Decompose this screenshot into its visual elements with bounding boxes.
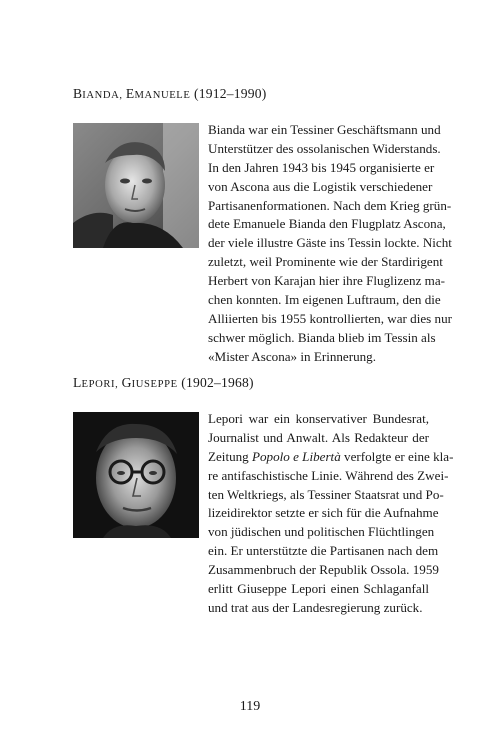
bio-line: der viele illustre Gäste ins Tessin lockte. Nicht [208, 235, 452, 251]
bio-line: Lepori war ein konservativer Bundesrat, [208, 411, 429, 426]
portrait-photo-bianda [73, 123, 199, 248]
bio-line: Partisanenformationen. Nach dem Krieg grün- [208, 197, 452, 213]
bio-line-prefix: Zeitung [208, 448, 252, 464]
surname-initial: L [73, 375, 82, 390]
bio-line: schwer möglich. Bianda blieb im Tessin als [208, 329, 436, 345]
bio-line: «Mister Ascona» in Erinnerung. [208, 348, 377, 364]
bio-line: zuletzt, weil Prominente wie der Stardirigent [208, 254, 443, 270]
life-dates: (1912–1990) [194, 86, 267, 101]
portrait-image [73, 123, 199, 248]
bio-line: ein. Er unterstützte die Partisanen nach dem [208, 543, 439, 559]
bio-line: dete Emanuele Bianda den Flugplatz Ascona, [208, 216, 446, 232]
portrait-image [73, 412, 199, 538]
bio-line: lizeidirektor setzte er sich für die Aufnahme [208, 505, 439, 521]
given-name-initial: E [125, 86, 135, 101]
bio-line-suffix: verfolgte er eine kla- [344, 448, 454, 464]
bio-line: Alliierten bis 1955 kontrollierten, war dies nur [208, 310, 452, 326]
bio-line: Bianda war ein Tessiner Geschäftsmann und [208, 122, 441, 137]
bio-line: Unterstützer des ossolanischen Widerstands. [208, 140, 441, 156]
life-dates: (1902–1968) [181, 375, 254, 390]
entry-heading-bianda [73, 86, 266, 102]
bio-line: Journalist und Anwalt. Als Redakteur der [208, 429, 429, 445]
given-name-initial: G [121, 375, 132, 390]
bio-line: von jüdischen und politischen Flüchtlingen [208, 524, 435, 540]
bio-line: chen konnten. Im eigenen Luftraum, den die [208, 292, 441, 308]
bio-line-with-title [208, 448, 454, 467]
bio-line: ten Weltkriegs, als Tessiner Staatsrat und Po- [208, 486, 444, 502]
bio-line: Herbert von Karajan hier ihre Fluglizenz ma- [208, 273, 446, 289]
given-name-rest: IUSEPPE [131, 379, 178, 390]
bio-line: von Ascona aus die Logistik verschiedener [208, 178, 433, 194]
page-number: 119 [239, 699, 261, 714]
bio-line: In den Jahren 1943 bis 1945 organisierte er [208, 159, 435, 175]
given-name-rest: MANUELE [134, 90, 191, 101]
portrait-photo-lepori [73, 412, 199, 538]
newspaper-title: Popolo e Libertà [252, 448, 341, 464]
biography-lepori [208, 410, 454, 618]
surname-initial: B [73, 86, 83, 101]
surname-rest: IANDA, [82, 90, 126, 101]
bio-line: und trat aus der Landesregierung zurück. [208, 599, 423, 615]
bio-line: erlitt Giuseppe Lepori einen Schlaganfall [208, 581, 429, 597]
bio-line: re antifaschistische Linie. Während des Zwei- [208, 467, 449, 483]
bio-line: Zusammenbruch der Republik Ossola. 1959 [208, 562, 439, 578]
surname-rest: EPORI, [81, 379, 122, 390]
entry-heading-lepori [73, 375, 254, 391]
biography-bianda [208, 121, 452, 367]
